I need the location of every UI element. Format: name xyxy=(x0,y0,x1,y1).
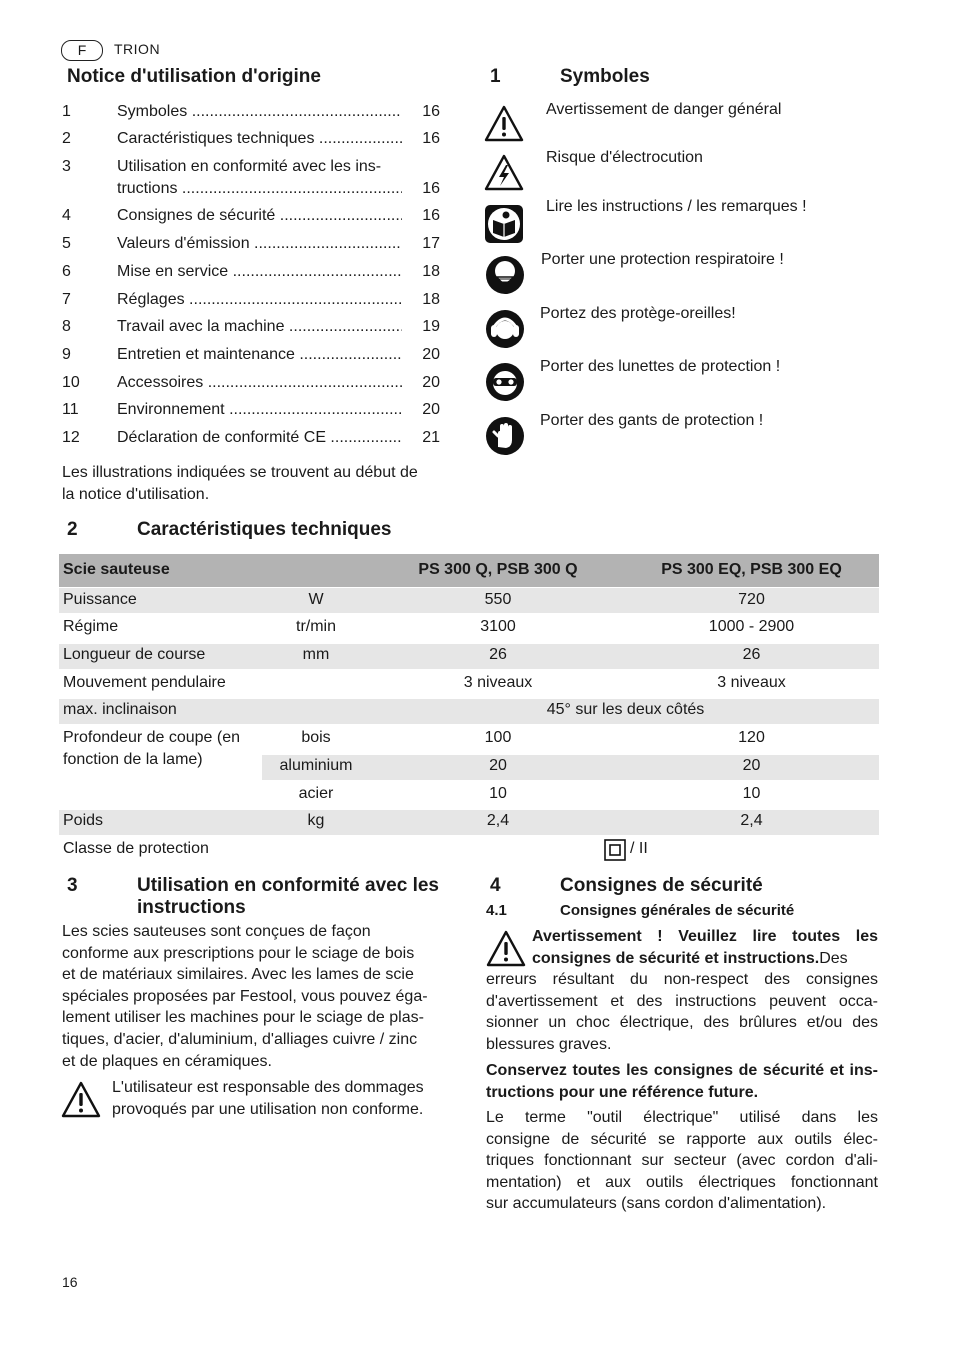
toc-item-number: 6 xyxy=(62,263,71,280)
table-row-label: Poids xyxy=(63,812,104,829)
table-row-label: Régime xyxy=(63,618,119,635)
paragraph-line: spéciales proposées par Festool, vous pouvez éga- xyxy=(62,987,428,1005)
toc-note-line: Les illustrations indiquées se trouvent au début de xyxy=(62,464,418,481)
toc-item-title: Consignes de sécurité ..... xyxy=(117,205,402,227)
toc-item xyxy=(62,261,440,283)
safety-section-number: 4 xyxy=(490,875,501,896)
toc-item-page: 18 xyxy=(422,263,440,280)
warning-line: provoqués par une utilisation non conforme. xyxy=(112,1100,424,1118)
safety-paragraph xyxy=(486,969,878,1055)
toc-item-number: 4 xyxy=(62,207,71,224)
paragraph-line: et de plaques en céramiques. xyxy=(62,1052,272,1070)
paragraph-line: consigne de sécurité se rapporte aux outils élec- xyxy=(486,1130,878,1148)
symbol-label: Risque d'électrocution xyxy=(546,149,703,166)
safety-keep-instructions xyxy=(486,1060,878,1103)
table-row-unit: tr/min xyxy=(296,618,336,635)
gloves-icon xyxy=(485,416,525,456)
paragraph-line: lement utiliser les machines pour le sciage de plas- xyxy=(62,1009,424,1027)
warning-line xyxy=(532,948,878,970)
table-cell-model-a: 100 xyxy=(484,729,512,746)
warning-triangle-icon xyxy=(484,104,524,144)
toc-item-title-line1: Utilisation en conformité avec les ins- xyxy=(117,158,382,175)
symbol-label: Portez des protège-oreilles! xyxy=(540,305,736,322)
table-row-unit: mm xyxy=(302,646,330,663)
toc-item-title: Symboles ..... xyxy=(117,101,402,123)
toc-title: Notice d'utilisation d'origine xyxy=(67,66,321,87)
paragraph-line: Le terme "outil électrique" utilisé dans les xyxy=(486,1109,878,1126)
eye-protection-icon xyxy=(485,362,525,402)
table-cell-model-a: 26 xyxy=(489,646,507,663)
table-row-unit: bois xyxy=(301,729,331,746)
toc-item-number: 7 xyxy=(62,291,71,308)
paragraph-line: conforme aux prescriptions pour le sciage de bois xyxy=(62,944,415,962)
table-row-label: Longueur de course xyxy=(63,646,206,663)
language-badge: F xyxy=(61,40,103,61)
usage-paragraph xyxy=(62,921,454,1072)
toc-item-page: 20 xyxy=(422,374,440,391)
paragraph-line: sionner un choc électrique, des brûlures et/ou des xyxy=(486,1014,878,1032)
warning-bold-text: consignes de sécurité et instructions. xyxy=(532,949,820,967)
toc-item xyxy=(62,427,440,449)
paragraph-line: tructions pour une référence future. xyxy=(486,1083,759,1101)
safety-section-title: Consignes de sécurité xyxy=(560,875,763,896)
toc-item-page: 17 xyxy=(422,235,440,252)
usage-title-line: instructions xyxy=(137,897,246,918)
toc-item-page: 19 xyxy=(422,318,440,335)
paragraph-line: sur accumulateurs (sans cordon d'alimentation). xyxy=(486,1195,827,1213)
table-row-label: Classe de protection xyxy=(63,840,209,857)
toc-item-title: Valeurs d'émission ..... xyxy=(117,233,402,255)
table-cell-model-b: 26 xyxy=(742,646,761,663)
toc-item-number: 10 xyxy=(62,374,80,391)
paragraph-line: mentation) et aux outils électriques fonctionnant xyxy=(486,1173,878,1191)
paragraph-line: d'avertissement et des instructions peuvent occa- xyxy=(486,992,878,1010)
table-cell-model-b: 2,4 xyxy=(740,812,763,829)
product-name: TRION xyxy=(114,41,161,57)
toc-note xyxy=(62,462,418,506)
table-row-unit: aluminium xyxy=(279,757,353,774)
toc-item-number: 8 xyxy=(62,318,71,335)
warning-line: Avertissement ! Veuillez lire toutes les xyxy=(532,928,878,945)
toc-item-number: 3 xyxy=(62,158,71,175)
warning-line: L'utilisateur est responsable des dommages xyxy=(112,1079,424,1096)
toc-item-title: Environnement ..... xyxy=(117,399,402,421)
safety-subsection-title: Consignes générales de sécurité xyxy=(560,902,795,919)
paragraph-line: triques fonctionnant sur secteur (avec cordon d'ali- xyxy=(486,1152,878,1170)
toc-item-number: 2 xyxy=(62,130,71,147)
paragraph-line: Les scies sauteuses sont conçues de façon xyxy=(62,923,371,940)
symbol-label: Porter des gants de protection ! xyxy=(540,412,764,429)
toc-item-page: 16 xyxy=(422,130,440,147)
table-cell-model-a: 3 niveaux xyxy=(463,674,533,691)
table-cell-model-b: 3 niveaux xyxy=(717,674,786,691)
usage-section-number: 3 xyxy=(67,875,78,896)
specs-section-title: Caractéristiques techniques xyxy=(137,519,392,540)
ear-protection-icon xyxy=(485,309,525,349)
symbol-label: Porter une protection respiratoire ! xyxy=(541,251,784,268)
paragraph-line: tiques, d'acier, d'aluminium, d'alliages cuivre / zinc xyxy=(62,1030,418,1048)
toc-item xyxy=(62,399,440,421)
safety-warning-heading xyxy=(532,926,878,969)
safety-term-paragraph xyxy=(486,1107,878,1215)
table-row-label: Puissance xyxy=(63,591,137,608)
table-row-unit: W xyxy=(308,591,324,608)
paragraph-line: erreurs résultant du non-respect des consignes xyxy=(486,971,878,988)
table-cell-model-b: 120 xyxy=(738,729,765,746)
toc-item xyxy=(62,289,440,311)
table-cell-model-b: 720 xyxy=(738,591,765,608)
table-cell-model-b: 10 xyxy=(742,785,761,802)
table-header-label: Scie sauteuse xyxy=(63,561,170,578)
table-cell-model-b: 20 xyxy=(742,757,761,774)
toc-item-title: tructions ..... xyxy=(117,178,402,200)
electric-shock-icon xyxy=(484,153,524,193)
table-row-unit: kg xyxy=(307,812,325,829)
toc-item-page: 21 xyxy=(422,429,440,446)
table-cell-model-a: 2,4 xyxy=(486,812,510,829)
table-header-model-b: PS 300 EQ, PSB 300 EQ xyxy=(661,561,842,578)
toc-item xyxy=(62,344,440,366)
symbol-label: Porter des lunettes de protection ! xyxy=(540,358,781,375)
toc-item xyxy=(62,128,440,150)
toc-item xyxy=(62,178,440,200)
symbols-section-title: Symboles xyxy=(560,66,650,87)
usage-title-line: Utilisation en conformité avec les xyxy=(137,875,439,896)
toc-item-number: 5 xyxy=(62,235,71,252)
toc-item-title: Caractéristiques techniques ..... xyxy=(117,128,402,150)
toc-note-line: la notice d'utilisation. xyxy=(62,486,210,503)
respiratory-protection-icon xyxy=(485,255,525,295)
toc-item xyxy=(62,372,440,394)
toc-item-page: 16 xyxy=(422,103,440,120)
read-instructions-icon xyxy=(484,204,524,244)
table-cell-model-a: 550 xyxy=(484,591,512,608)
toc-item xyxy=(62,316,440,338)
toc-item xyxy=(62,205,440,227)
toc-item-page: 20 xyxy=(422,401,440,418)
table-row-label: max. inclinaison xyxy=(63,701,177,718)
toc-item-title: Mise en service ..... xyxy=(117,261,402,283)
symbol-label: Lire les instructions / les remarques ! xyxy=(546,198,807,215)
warning-triangle-icon xyxy=(61,1080,101,1120)
symbols-section-number: 1 xyxy=(490,66,501,87)
toc-item-page: 16 xyxy=(422,207,440,224)
toc-item-page: 18 xyxy=(422,291,440,308)
toc-item xyxy=(62,233,440,255)
warning-text: Des xyxy=(819,949,848,967)
paragraph-line: Conservez toutes les consignes de sécurité et ins- xyxy=(486,1062,878,1079)
toc-item-number: 9 xyxy=(62,346,71,363)
toc-item-title: Travail avec la machine ..... xyxy=(117,316,402,338)
toc-item-number: 1 xyxy=(62,103,71,120)
table-cell-model-a: 20 xyxy=(489,757,507,774)
table-cell-model-a: 3100 xyxy=(480,618,516,635)
toc-item-title: Déclaration de conformité CE ..... xyxy=(117,427,402,449)
protection-class-value: / II xyxy=(630,840,648,857)
toc-item-title: Entretien et maintenance ..... xyxy=(117,344,402,366)
table-header-model-a: PS 300 Q, PSB 300 Q xyxy=(418,561,578,578)
page-number: 16 xyxy=(62,1274,78,1290)
table-cell-span: 45° sur les deux côtés xyxy=(546,701,705,718)
usage-warning xyxy=(112,1077,424,1120)
toc-item xyxy=(62,101,440,123)
table-row-label: Profondeur de coupe (en xyxy=(63,729,241,746)
specs-section-number: 2 xyxy=(67,519,78,540)
table-row-unit: acier xyxy=(298,785,334,802)
usage-section-title xyxy=(137,875,439,919)
warning-triangle-icon xyxy=(486,929,526,969)
paragraph-line: blessures graves. xyxy=(486,1035,612,1053)
toc-item xyxy=(62,156,440,178)
toc-item-page: 20 xyxy=(422,346,440,363)
paragraph-line: et de matériaux similaires. Avec les lames de scie xyxy=(62,966,414,984)
toc-item-number: 11 xyxy=(62,401,79,418)
toc-item-page: 16 xyxy=(422,180,440,197)
toc-item-title: Accessoires ..... xyxy=(117,372,402,394)
table-cell-model-a: 10 xyxy=(489,785,507,802)
double-insulation-icon xyxy=(604,839,626,861)
table-row-label: Mouvement pendulaire xyxy=(63,674,226,691)
safety-subsection-number: 4.1 xyxy=(486,902,507,919)
toc-item-title: Réglages ..... xyxy=(117,289,402,311)
toc-item-number: 12 xyxy=(62,429,80,446)
table-cell-model-b: 1000 - 2900 xyxy=(708,618,795,635)
table-row-label: fonction de la lame) xyxy=(63,751,203,768)
symbol-label: Avertissement de danger général xyxy=(546,101,782,118)
